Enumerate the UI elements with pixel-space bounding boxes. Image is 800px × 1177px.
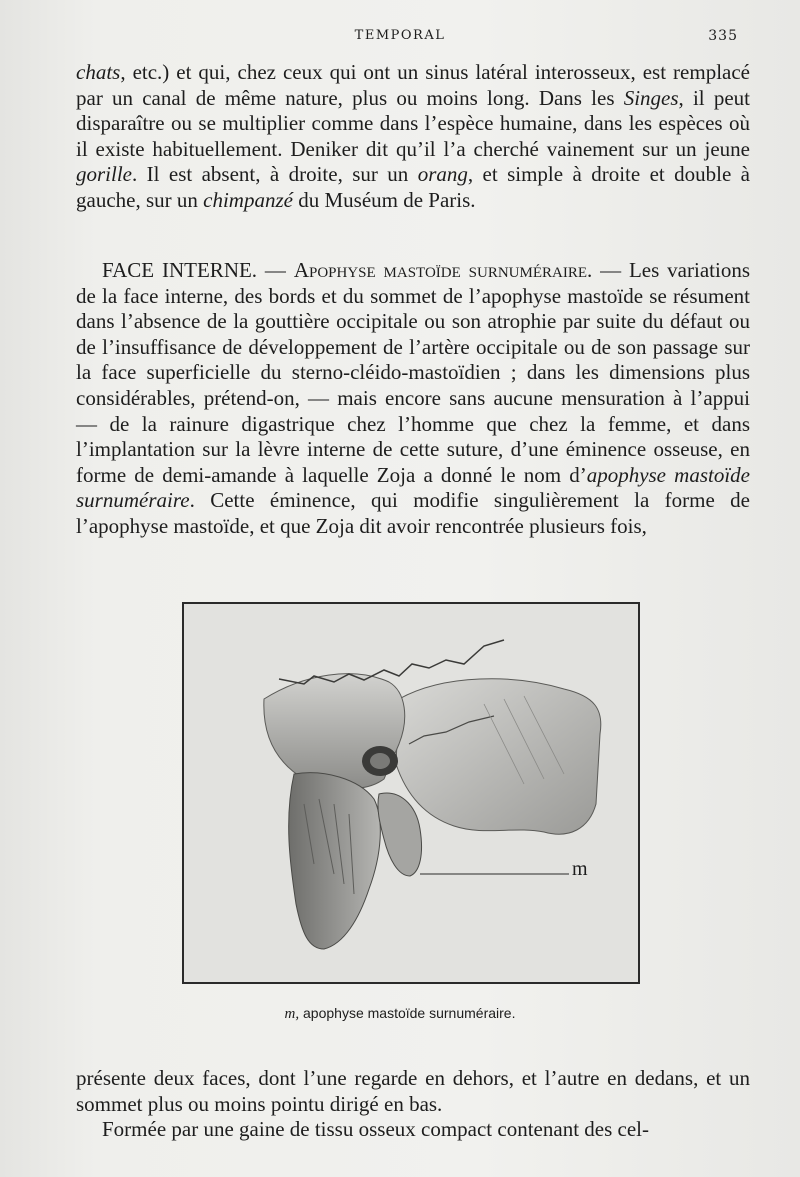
em-dash: — [257, 258, 294, 282]
text-run: du Muséum de Paris. [292, 187, 476, 212]
figure-caption [0, 1005, 800, 1023]
text-run: présente deux faces, dont l’une regarde en dehors, et l’autre en dedans, et un sommet plus ou moins pointu dirigé en bas. [76, 1066, 750, 1116]
section-heading: FACE INTERNE. [102, 258, 258, 282]
em-dash: — [592, 258, 629, 282]
italic-term: orang [417, 162, 468, 187]
paragraph-continued [76, 60, 750, 214]
italic-term: Singes [623, 85, 679, 110]
text-run: . Cette éminence, qui modifie singulièrement la forme de l’apophyse mastoïde, et que Zoja dit avoir rencontrée plusieurs fois, [76, 488, 750, 538]
text-run: Formée par une gaine de tissu osseux compact contenant des cel- [102, 1117, 649, 1142]
text-run: . Il est absent, à droite, sur un [132, 162, 418, 187]
temporal-bone-drawing [184, 604, 638, 982]
paragraph-face-interne [76, 258, 750, 540]
paragraph-after-figure [76, 1066, 750, 1143]
italic-term: chimpanzé [203, 187, 293, 212]
italic-term: apophyse mastoïde surnuméraire [76, 462, 750, 513]
figure-marker-m: m [572, 858, 588, 880]
text-run: , il peut disparaître ou se multiplier comme dans l’espèce humaine, dans les espèces où il existe habituellement. Deniker dit qu’il l’a cherché vainement sur un jeune [76, 85, 750, 161]
italic-term: chats [76, 60, 121, 84]
subsection-heading: Apophyse mastoïde surnuméraire. [293, 258, 593, 282]
page-number: 335 [708, 28, 738, 44]
running-head: TEMPORAL [354, 28, 446, 43]
text-run: , etc.) et qui, chez ceux qui ont un sinus latéral interosseux, est remplacé par un canal de même nature, plus ou moins long. Dans les [76, 60, 750, 110]
italic-term: gorille [76, 162, 132, 187]
figure-bone-illustration [182, 602, 640, 984]
text-run: Les variations de la face interne, des bords et du sommet de l’apophyse mastoïde se résument dans l’absence de la gouttière occipitale ou son atrophie par suite du défaut ou de l’insuffisance de développement de l’artère occipitale ou de son passage sur la face superficielle du sterno-cléido-mastoïdien ; dans les dimensions plus considérables, prétend-on, — mais encore sans aucune mensuration à l’appui — de la rainure digastrique chez l’homme que chez la femme, et dans l’implantation sur la lèvre interne de cette suture, d’une éminence osseuse, en forme de demi-amande à laquelle Zoja a donné le nom d’ [76, 258, 750, 487]
caption-text: apophyse mastoïde surnuméraire. [299, 1005, 516, 1021]
caption-letter: m, [284, 1006, 300, 1022]
text-run: , et simple à droite et double à gauche, sur un [76, 162, 750, 212]
page-header [0, 28, 800, 48]
